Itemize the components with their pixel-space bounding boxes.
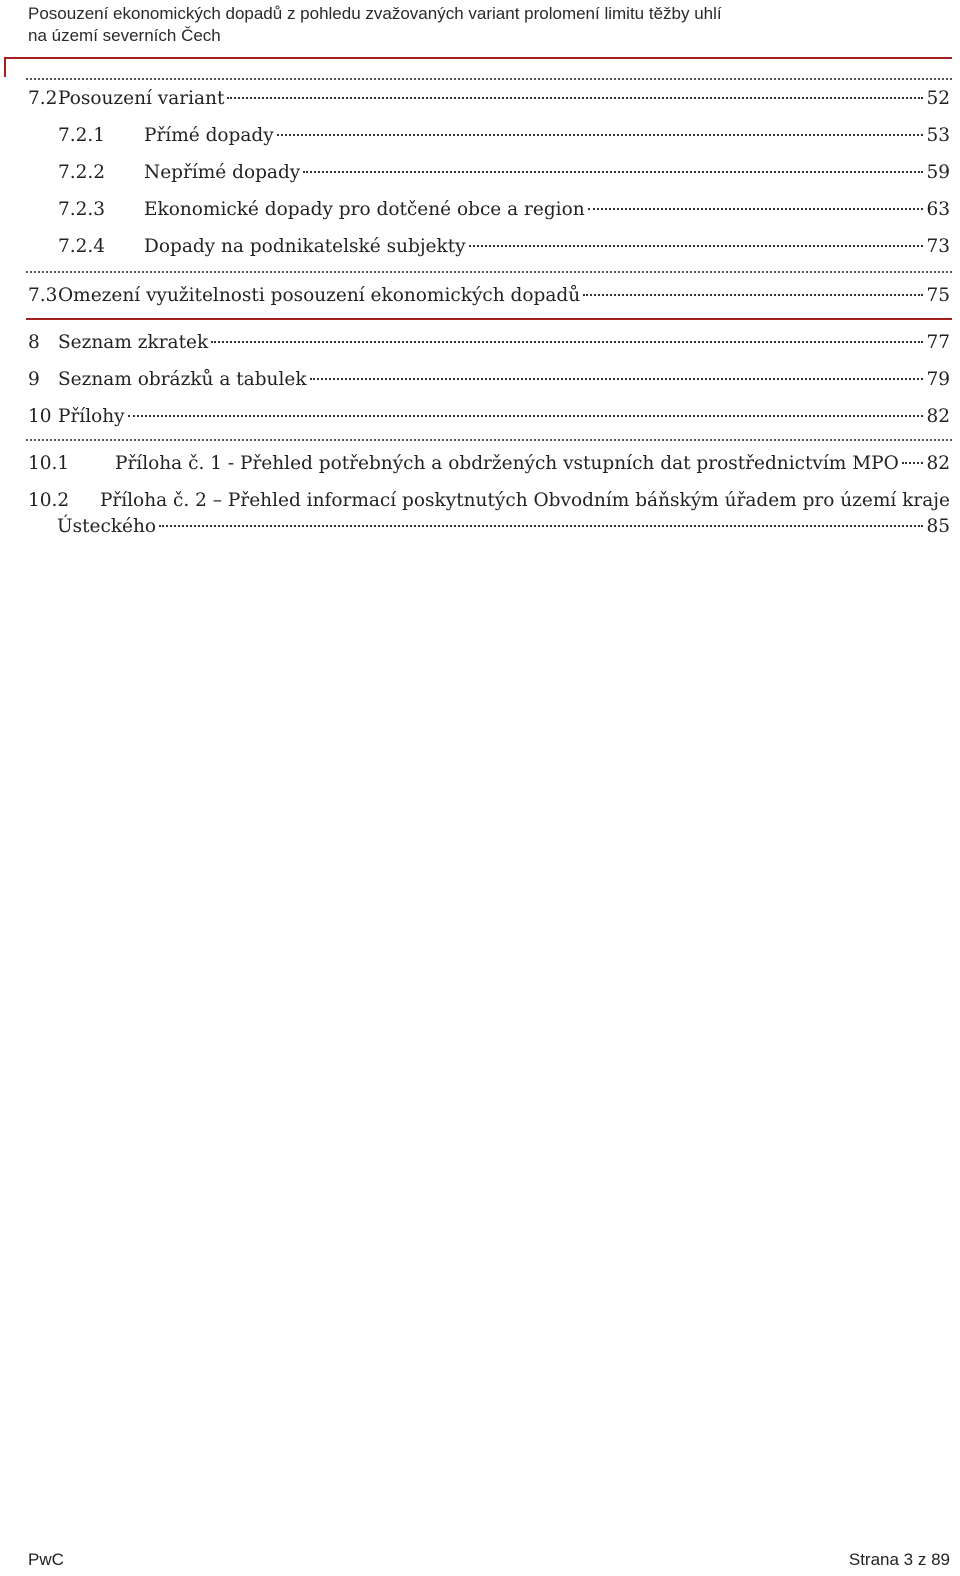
toc-entry-page: 82 — [926, 406, 950, 427]
toc-leader — [469, 245, 924, 247]
toc-entry-page: 53 — [926, 125, 950, 146]
toc-leader — [303, 171, 923, 173]
toc-section-rule — [26, 318, 952, 320]
document-header — [28, 3, 928, 47]
toc-entry-number: 7.2.4 — [58, 236, 106, 257]
toc-entry-page: 79 — [926, 369, 950, 390]
toc-leader — [588, 208, 924, 210]
toc-entry-title: Příloha č. 1 - Přehled potřebných a obdržených vstupních dat prostřednictvím MPO — [115, 453, 899, 474]
toc-entry-number: 7.2 — [28, 88, 58, 109]
toc-entry-number: 10 — [28, 406, 52, 427]
toc-entry-page: 52 — [926, 88, 950, 109]
toc-entry-number: 8 — [28, 332, 40, 353]
toc-leader — [159, 525, 923, 527]
toc-entry[interactable] — [28, 398, 950, 435]
toc-entry[interactable] — [28, 482, 950, 540]
toc-entry-title: Ekonomické dopady pro dotčené obce a region — [144, 199, 585, 220]
toc-entry-number: 10.1 — [28, 453, 70, 474]
footer-page-number: Strana 3 z 89 — [848, 1550, 950, 1569]
footer-company: PwC — [28, 1550, 64, 1569]
toc-separator — [26, 439, 952, 441]
toc-entry-title-continued: Ústeckého — [57, 516, 157, 537]
toc-entry[interactable] — [28, 154, 950, 191]
toc-entry-page: 63 — [926, 199, 950, 220]
toc-entry-page: 73 — [926, 236, 950, 257]
toc-entry-title: Omezení využitelnosti posouzení ekonomických dopadů — [58, 285, 581, 306]
toc-leader — [128, 415, 924, 417]
toc-entry-title: Příloha č. 2 – Přehled informací poskytnutých Obvodním báňským úřadem pro území kraje — [99, 490, 950, 511]
toc-entry[interactable] — [28, 228, 950, 265]
toc-leader — [583, 294, 923, 296]
toc-leader — [227, 97, 923, 99]
toc-entry-title: Posouzení variant — [58, 88, 225, 109]
header-rule — [4, 57, 952, 59]
toc-entry-page: 75 — [926, 285, 950, 306]
toc-entry[interactable] — [28, 117, 950, 154]
toc-separator — [26, 271, 952, 273]
header-title-line-1: Posouzení ekonomických dopadů z pohledu zvažovaných variant prolomení limitu těžby uhlí — [28, 4, 722, 23]
toc-entry[interactable] — [28, 445, 950, 482]
toc-entry-number: 7.2.3 — [58, 199, 106, 220]
toc-entry-title: Přímé dopady — [144, 125, 274, 146]
toc-entry-page: 82 — [926, 453, 950, 474]
toc-entry[interactable] — [28, 80, 950, 117]
toc-entry-title: Dopady na podnikatelské subjekty — [144, 236, 466, 257]
toc-leader — [277, 134, 924, 136]
table-of-contents — [28, 78, 950, 540]
toc-entry[interactable] — [28, 191, 950, 228]
toc-entry-number: 7.2.2 — [58, 162, 106, 183]
toc-entry-number: 10.2 — [28, 490, 70, 511]
toc-leader — [902, 462, 924, 464]
header-rule-corner — [4, 57, 6, 77]
toc-entry-number: 7.3 — [28, 285, 58, 306]
toc-entry[interactable] — [28, 324, 950, 361]
header-title-line-2: na území severních Čech — [28, 26, 221, 45]
toc-entry-title: Přílohy — [58, 406, 125, 427]
toc-entry-title: Seznam zkratek — [58, 332, 209, 353]
toc-entry-title: Seznam obrázků a tabulek — [58, 369, 307, 390]
toc-entry-page: 85 — [926, 516, 950, 537]
toc-entry-title: Nepřímé dopady — [144, 162, 301, 183]
toc-leader — [310, 378, 924, 380]
toc-entry-page: 77 — [926, 332, 950, 353]
toc-leader — [211, 341, 923, 343]
toc-entry[interactable] — [28, 277, 950, 314]
toc-entry-number: 9 — [28, 369, 40, 390]
toc-entry[interactable] — [28, 361, 950, 398]
toc-entry-page: 59 — [926, 162, 950, 183]
toc-entry-number: 7.2.1 — [58, 125, 106, 146]
